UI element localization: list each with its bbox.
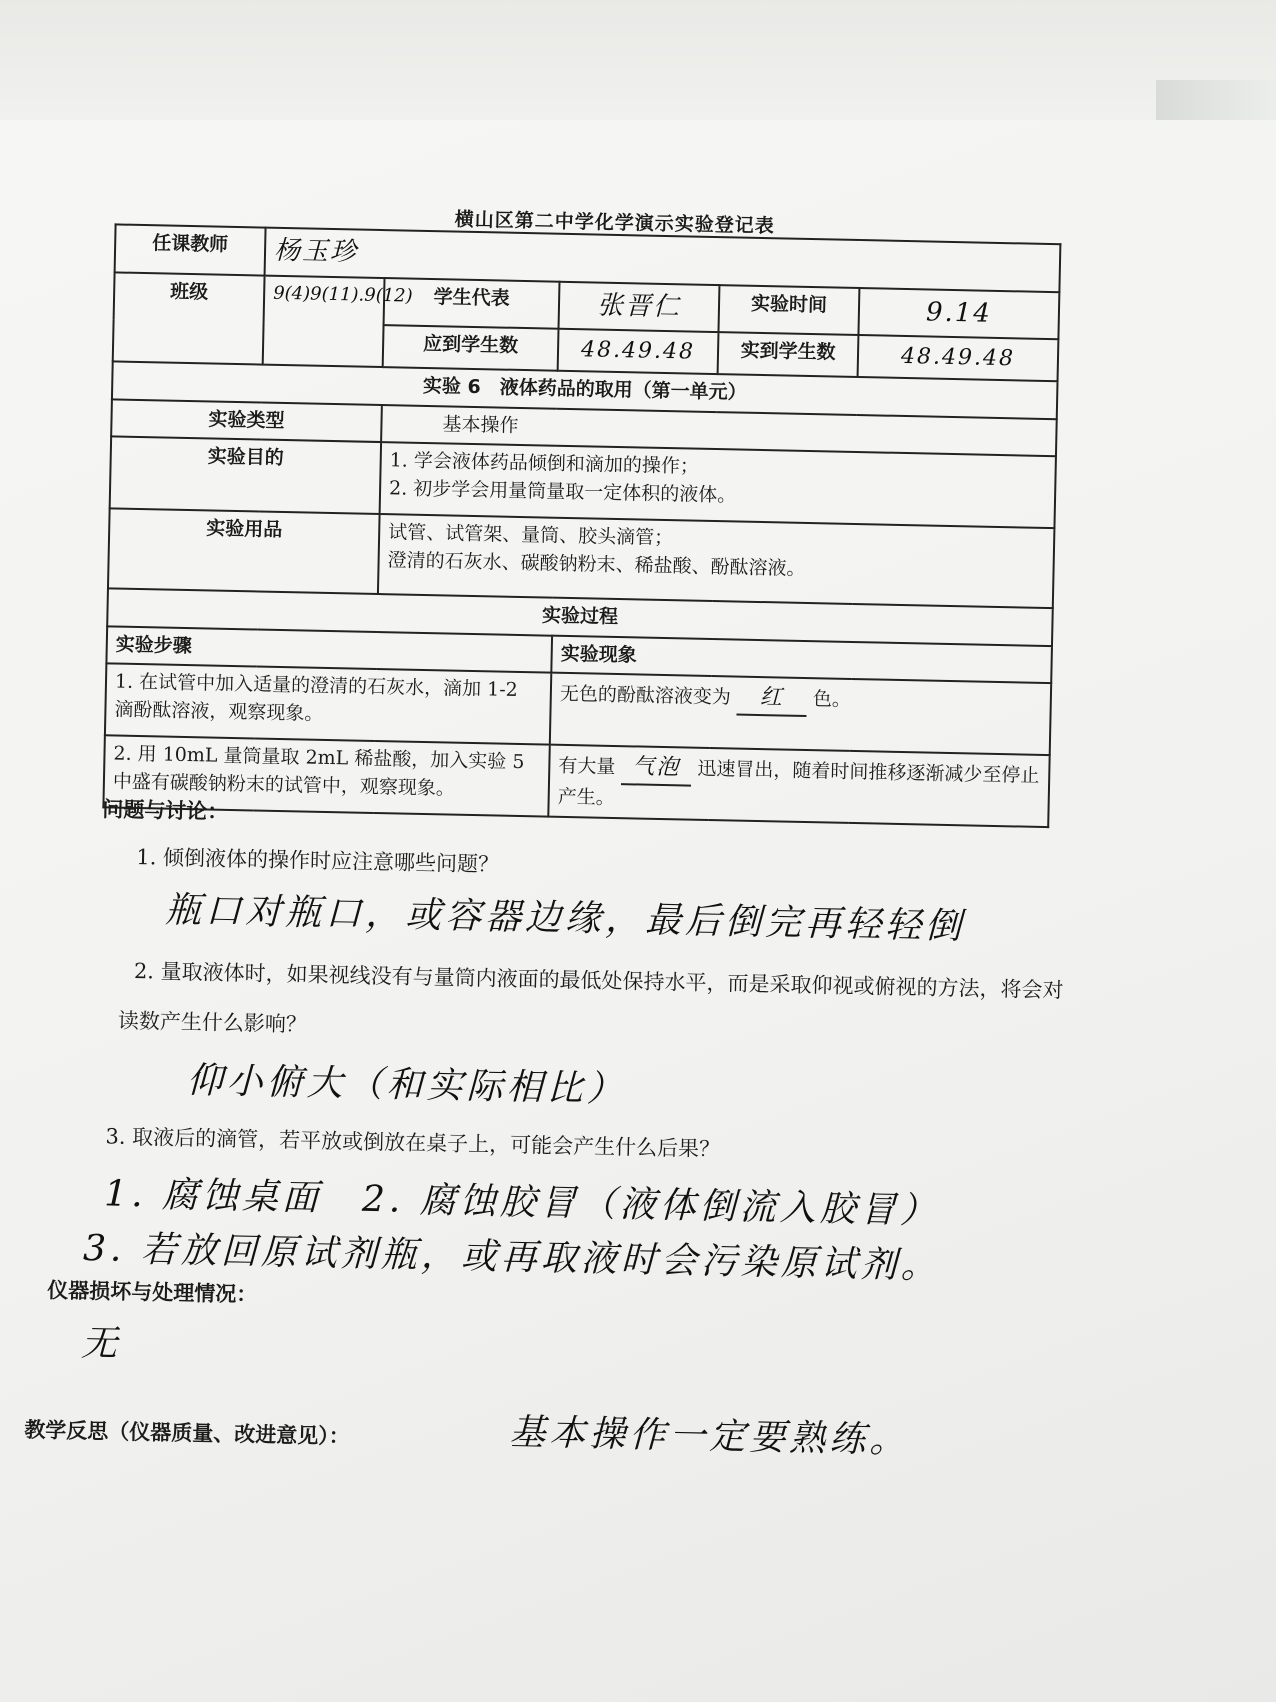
actual-label: 实到学生数 [718, 332, 859, 377]
damage-title: 仪器损坏与处理情况： [47, 1278, 258, 1307]
teacher-label: 任课教师 [115, 224, 266, 275]
registration-form [24, 205, 1095, 1626]
step-text: 2. 用 10mL 量筒量取 2mL 稀盐酸，加入实验 5 中盛有碳酸钠粉末的试管中，观察现象。 [103, 736, 549, 817]
expected-label: 应到学生数 [383, 325, 559, 371]
question-3: 3. 取液后的滴管，若平放或倒放在桌子上，可能会产生什么后果？ [105, 1124, 721, 1162]
reflection-value: 基本操作一定要熟练。 [508, 1411, 910, 1462]
materials-item: 试管、试管架、量筒、胶头滴管； [387, 521, 674, 550]
question-2: 2. 量取液体时，如果视线没有与量筒内液面的最低处保持水平，而是采取仰视或俯视的方法，将会对读数产生什么影响？ [117, 958, 1064, 1038]
form-table [102, 223, 1061, 828]
background-sheet [0, 0, 1276, 140]
process-title: 实验过程 [107, 589, 1053, 646]
discussion-title: 问题与讨论： [102, 797, 229, 824]
time-value: 9.14 [858, 288, 1059, 340]
class-value: 9(4)9(11).9(12) [263, 275, 385, 367]
answer-3-line-1: 1. 腐蚀桌面 2. 腐蚀胶冒（液体倒流入胶冒） [103, 1173, 941, 1232]
form-title: 横山区第二中学化学演示实验登记表 [454, 208, 775, 238]
phenomenon-blank: 气泡 [621, 752, 692, 787]
answer-1: 瓶口对瓶口，或容器边缘，最后倒完再轻轻倒 [164, 889, 966, 948]
student-rep-value: 张晋仁 [559, 281, 720, 332]
phenomenon-text: 无色的酚酞溶液变为 [559, 683, 732, 709]
expected-value: 48.49.48 [558, 329, 719, 374]
phenomena-label: 实验现象 [551, 636, 1052, 684]
student-rep-label: 学生代表 [384, 278, 560, 329]
phenomenon-text: 色。 [812, 688, 852, 712]
purpose-item: 1. 学会液体药品倾倒和滴加的操作； [389, 449, 700, 479]
materials-list [378, 514, 1055, 608]
phenomenon-blank: 红 [737, 682, 808, 717]
time-label: 实验时间 [718, 285, 859, 336]
question-1: 1. 倾倒液体的操作时应注意哪些问题？ [136, 845, 500, 877]
phenomenon-text: 有大量 [558, 755, 616, 779]
purpose-label: 实验目的 [110, 437, 381, 515]
phenomenon-text: 迅速冒出，随着时间推移逐渐减少至停止产生。 [557, 758, 1040, 810]
materials-item: 澄清的石灰水、碳酸钠粉末、稀盐酸、酚酞溶液。 [387, 549, 806, 580]
answer-2: 仰小俯大（和实际相比） [186, 1060, 628, 1111]
step-text: 1. 在试管中加入适量的澄清的石灰水，滴加 1-2 滴酚酞溶液，观察现象。 [105, 664, 551, 745]
purpose-item: 2. 初步学会用量筒量取一定体积的液体。 [388, 477, 737, 507]
reflection-title: 教学反思（仪器质量、改进意见）： [24, 1417, 351, 1449]
type-label: 实验类型 [111, 399, 382, 442]
actual-value: 48.49.48 [858, 335, 1059, 381]
phenomenon-cell [548, 745, 1049, 827]
experiment-title: 实验 6 液体药品的取用（第一单元） [112, 362, 1058, 419]
type-value: 基本操作 [381, 405, 1057, 457]
damage-value: 无 [80, 1322, 122, 1365]
class-label: 班级 [113, 272, 265, 365]
answer-3-line-2: 3. 若放回原试剂瓶，或再取液时会污染原试剂。 [82, 1227, 942, 1287]
teacher-value: 杨玉珍 [265, 228, 1061, 292]
steps-label: 实验步骤 [106, 626, 552, 673]
phenomenon-cell [550, 673, 1051, 755]
materials-label: 实验用品 [108, 509, 380, 595]
